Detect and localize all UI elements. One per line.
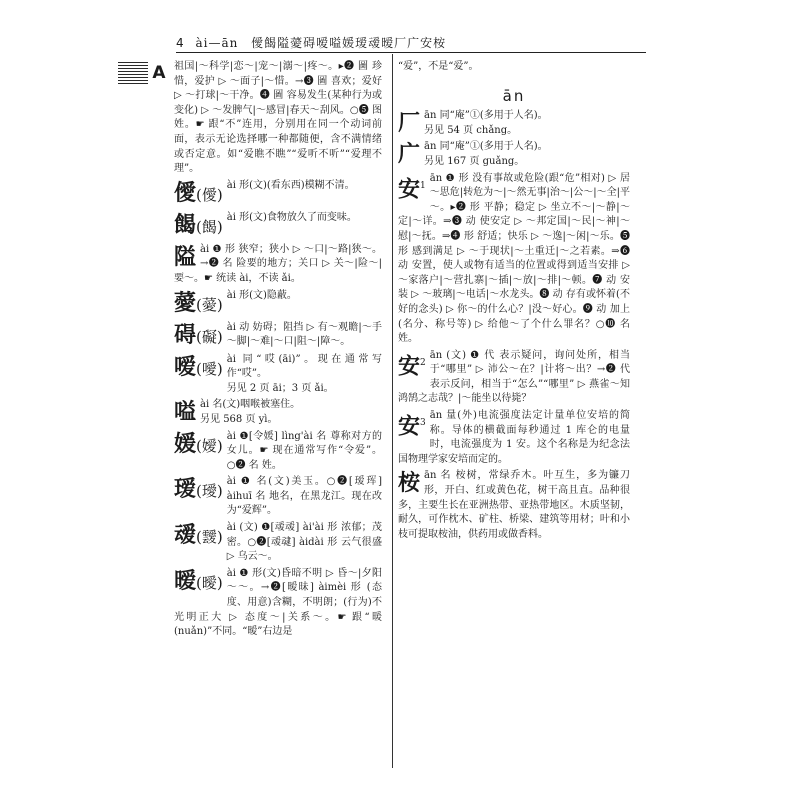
traditional-variant: (嬡) — [196, 436, 223, 455]
dictionary-entry — [174, 211, 382, 241]
entry-definition: ān 名 桉树，常绿乔木。叶互生，多为镰刀形，开白、红或黄色花，树干高且直。品种很多，主要生长在亚洲热带、亚热带地区。木质坚韧，耐久，可作枕木、矿柱、桥梁、建筑等用材；叶和小枝可提取桉油，供药用或做香料。 — [398, 470, 630, 540]
column-divider — [392, 54, 393, 768]
dictionary-entry — [174, 60, 382, 177]
entry-definition: ān ❶ 形 没有事故或危险(跟“危”相对) ▷ 居～思危|转危为～|～然无事|治～|公～|～全|平～。▸❷ 形 平静；稳定 ▷ 坐立不～|～静|～定|～详。⇒❸ 动 使安定 ▷ ～邦定国|～民|～神|～慰|～抚。⇒❹ 形 舒适；快乐 ▷ ～逸|～闲|～乐。❺ 形 感到满足 ▷ ～于现状|～土重迁|～之若素。⇒❻ 动 安置，使人或物有适当的位置或得到适当安排 ▷ ～家落户|～营扎寨|～插|～放|～排|～顿。❼ 动 安装 ▷ ～玻璃|～电话|～水龙头。❽ 动 存有或怀着(不好的念头) ▷ 你～的什么心？|没～好心。❾ 动 加上(名分、称号等) ▷ 给他～了个什么罪名？○❿ 名 姓。 — [398, 172, 630, 345]
traditional-variant: (靉) — [196, 528, 223, 547]
entry-definition: ài ❶[令媛] lìng'ài 名 尊称对方的女儿。☛ 现在通常写作“令爱”。○❷ 名 姓。 — [226, 430, 382, 471]
dictionary-entry — [398, 109, 630, 138]
entry-headword: 嗌 — [174, 399, 197, 426]
dictionary-entry — [174, 353, 382, 397]
entry-headword: 厂 — [398, 110, 421, 137]
dictionary-entry — [398, 140, 630, 169]
page-number: 4 — [176, 36, 185, 50]
entry-headword: 安$^2$ — [398, 353, 426, 380]
entry-definition: “爱”，不是“爱”。 — [398, 61, 479, 72]
traditional-variant: (噯) — [196, 359, 223, 378]
entry-headword: 餲(餲) — [174, 211, 223, 238]
entry-headword: 暧(曖) — [174, 567, 223, 594]
homograph-number: 2 — [420, 357, 426, 368]
dictionary-entry — [398, 409, 630, 467]
dictionary-entry — [174, 179, 382, 209]
dictionary-entry — [174, 321, 382, 351]
dictionary-entry — [174, 289, 382, 319]
entry-definition: ài 形(文)隐蔽。 — [226, 289, 297, 301]
entry-headword: 安$^3$ — [398, 413, 426, 440]
traditional-variant: (璦) — [196, 482, 223, 501]
cross-reference: 另见 54 页 chǎng。 — [424, 124, 518, 136]
entry-headword: 瑷(璦) — [174, 476, 223, 503]
entry-definition: ài 形(文)食物放久了而变味。 — [226, 211, 357, 223]
dictionary-entry — [398, 469, 630, 542]
entry-definition: ài ❶ 形(文)昏暗不明 ▷ 昏～|夕阳～～。→❷[暧昧] àimèi 形 (态度、用意)含糊，不明朗；(行为)不光明正大 ▷ 态度～|关系～。☛ 跟“暖(nuǎn)”不同。“暧”右边是 — [174, 567, 382, 638]
dictionary-entry — [174, 475, 382, 519]
dictionary-page — [118, 26, 638, 766]
homograph-number: 3 — [420, 418, 426, 429]
entry-definition: ān 同“庵”①(多用于人名)。 — [424, 141, 548, 153]
entry-headword: 叆(靉) — [174, 522, 223, 549]
entry-definition: ān (文) ❶ 代 表示疑问，询问处所，相当于“哪里” ▷ 沛公～在？|计将～出？→❷ 代 表示反问，相当于“怎么”“哪里” ▷ 燕雀～知鸿鹄之志哉？|～能坐以待毙？ — [398, 349, 630, 405]
dictionary-entry — [174, 567, 382, 640]
cross-reference: 另见 568 页 yì。 — [200, 413, 278, 425]
entry-headword: 薆(薆) — [174, 289, 223, 316]
entry-headword: 僾(僾) — [174, 179, 223, 206]
dictionary-entry — [398, 349, 630, 407]
entry-headword: 嗳(噯) — [174, 353, 223, 380]
homograph-number: 1 — [420, 180, 426, 191]
header-characters: 僾餲隘薆碍嗳嗌媛瑷叆暧厂广安桉 — [251, 36, 447, 50]
entry-headword: 碍(礙) — [174, 321, 223, 348]
entry-definition: ài 名(文)咽喉被塞住。 — [200, 399, 301, 411]
dictionary-entry — [398, 172, 630, 347]
entry-definition: 祖国|～科学|恋～|宠～|溺～|疼～。▸❷ 圖 珍惜，爱护 ▷ ～面子|～惜。→❸ 圖 喜欢；爱好 ▷ ～打球|～干净。❹ 圖 容易发生(某种行为或变化) ▷ ～发脾气|～感冒|春天～刮风。○❺ 图 姓。☛ 跟“不”连用，分别用在同一个动词前面，表示无论选择哪一种都随便，含不满情绪或否定意。如“爱瞧不瞧”“爱听不听”“爱理不理”。 — [174, 61, 382, 175]
traditional-variant: (礙) — [196, 327, 223, 346]
entry-definition: ài 动 妨碍；阻挡 ▷ 有～观瞻|～手～脚|～难|～口|阻～|障～。 — [226, 321, 382, 348]
dictionary-entry — [174, 243, 382, 287]
header-rule — [176, 52, 646, 53]
cross-reference: 另见 2 页 āi；3 页 ǎi。 — [226, 382, 334, 394]
entry-definition: ān 同“庵”①(多用于人名)。 — [424, 110, 548, 122]
dictionary-entry — [174, 430, 382, 474]
entry-definition: ài (文) ❶[叆叆] ài'ài 形 浓郁；茂密。○❷[叆叇] àidài 形 云气很盛 ▷ 乌云～。 — [226, 522, 382, 563]
entry-definition: ài ❶ 名(文)美玉。○❷[瑷珲] àihuī 名 地名，在黑龙江。现在改为“爱辉”。 — [226, 476, 382, 517]
entry-headword: 安$^1$ — [398, 175, 426, 202]
entry-definition: ài 形(文)(看东西)模糊不清。 — [226, 179, 355, 191]
section-heading: ān — [502, 86, 526, 105]
entry-headword: 媛(嬡) — [174, 430, 223, 457]
dictionary-entry — [174, 398, 382, 427]
dictionary-entry — [398, 60, 630, 75]
entry-headword: 桉 — [398, 470, 421, 497]
entry-definition: ān 量(外)电流强度法定计量单位安培的简称。导体的横截面每秒通过 1 库仑的电量时，电流强度为 1 安。这个名称是为纪念法国物理学家安培而定的。 — [398, 410, 630, 465]
traditional-variant: (僾) — [196, 185, 223, 204]
entry-definition: ài ❶ 形 狭窄；狭小 ▷ ～口|～路|狭～。→❷ 名 险要的地方；关口 ▷ 关～|险～|要～。☛ 统读 ài，不读 ǎi。 — [174, 243, 382, 284]
entry-headword: 广 — [398, 141, 421, 168]
traditional-variant: (餲) — [196, 217, 223, 236]
running-header — [176, 34, 636, 51]
right-column — [398, 60, 630, 772]
cross-reference: 另见 167 页 guǎng。 — [424, 155, 525, 167]
pinyin-range: ài—ān — [195, 36, 239, 50]
traditional-variant: (薆) — [196, 295, 223, 314]
traditional-variant: (曖) — [196, 573, 223, 592]
left-column — [174, 60, 382, 772]
thumb-index-letter: A — [148, 62, 170, 84]
dictionary-entry — [174, 521, 382, 565]
entry-definition: ài 同“哎(āi)”。现在通常写作“哎”。 — [226, 353, 382, 380]
entry-headword: 隘 — [174, 243, 197, 270]
thumb-index-tab — [118, 62, 170, 84]
